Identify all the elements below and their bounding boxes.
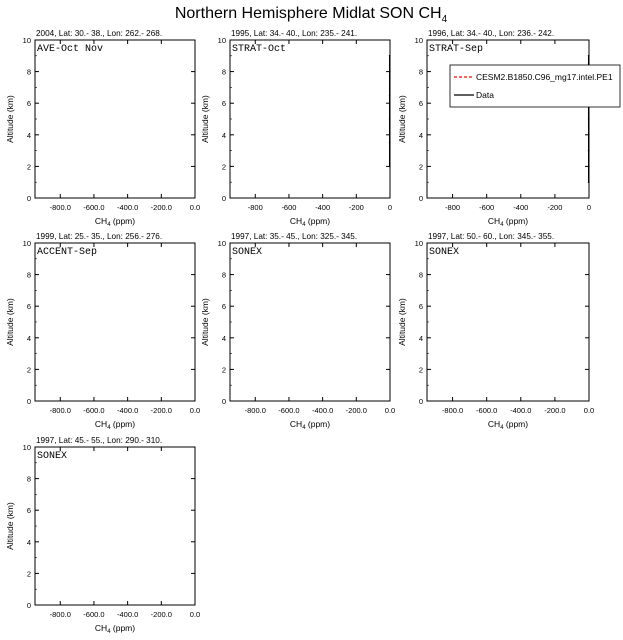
panel-header: 2004, Lat: 30.- 38., Lon: 262.- 268. — [36, 29, 163, 38]
x-tick-label: -600 — [479, 203, 495, 212]
y-axis-label: Altitude (km) — [5, 502, 15, 550]
y-tick-label: 2 — [418, 162, 423, 172]
data-point — [389, 71, 391, 73]
y-tick-label: 6 — [418, 99, 423, 109]
x-tick-label: -400 — [315, 203, 331, 212]
y-axis-label: Altitude (km) — [5, 95, 15, 143]
x-tick-label: 0.0 — [583, 406, 595, 415]
y-axis-label: Altitude (km) — [200, 95, 210, 143]
x-tick-label: 0 — [387, 203, 393, 212]
y-tick-label: 2 — [26, 162, 31, 172]
y-tick-label: 8 — [26, 67, 31, 77]
legend — [450, 65, 620, 107]
y-tick-label: 0 — [221, 194, 226, 203]
panel-header: 1997, Lat: 45.- 55., Lon: 290.- 310. — [36, 436, 163, 445]
y-tick-label: 4 — [221, 130, 226, 140]
y-tick-label: 2 — [418, 365, 423, 375]
data-point — [588, 150, 590, 152]
panel-4 — [5, 232, 200, 431]
y-tick-label: 2 — [221, 162, 226, 172]
x-axis-label: $CH_4$ (ppm) — [94, 623, 136, 635]
data-point — [389, 142, 391, 144]
y-axis-label: Altitude (km) — [200, 298, 210, 346]
x-tick-label: 0.0 — [384, 406, 396, 415]
plot-frame — [427, 40, 589, 198]
y-tick-label: 8 — [418, 67, 423, 77]
y-tick-label: 10 — [22, 443, 31, 452]
panel-header: 1997, Lat: 35.- 45., Lon: 325.- 345. — [231, 232, 358, 241]
x-tick-label: -600.0 — [476, 406, 498, 415]
y-tick-label: 8 — [418, 270, 423, 280]
y-tick-label: 6 — [221, 99, 226, 109]
x-axis-label: $CH_4$ (ppm) — [289, 216, 331, 228]
y-axis-label: Altitude (km) — [397, 95, 407, 143]
data-point — [588, 63, 590, 65]
y-tick-label: 4 — [26, 537, 31, 547]
x-tick-label: 0 — [586, 203, 592, 212]
x-axis-label: $CH_4$ (ppm) — [289, 419, 331, 431]
x-tick-label: -200 — [547, 203, 563, 212]
y-tick-label: 10 — [217, 239, 226, 248]
figure-title: Northern Hemisphere Midlat SON $CH_4$ — [174, 5, 448, 25]
data-point — [389, 166, 391, 168]
x-tick-label: 0.0 — [189, 610, 201, 619]
x-tick-label: -600.0 — [83, 203, 105, 212]
x-tick-label: -400.0 — [116, 406, 139, 415]
y-tick-label: 0 — [221, 397, 226, 406]
panel-7 — [5, 436, 200, 635]
panel-6 — [397, 232, 594, 431]
x-tick-label: -200 — [348, 203, 364, 212]
x-tick-label: -800.0 — [441, 406, 464, 415]
x-tick-label: -800.0 — [49, 406, 71, 415]
data-point — [389, 118, 391, 120]
y-tick-label: 4 — [221, 333, 226, 343]
campaign-label: SONEX — [429, 247, 460, 258]
y-tick-label: 0 — [418, 397, 423, 406]
x-tick-label: -400 — [513, 203, 529, 212]
x-tick-label: -800.0 — [49, 610, 71, 619]
x-axis-label: $CH_4$ (ppm) — [487, 216, 529, 228]
x-tick-label: -400.0 — [311, 406, 334, 415]
y-tick-label: 10 — [414, 239, 423, 248]
y-tick-label: 0 — [418, 194, 423, 203]
campaign-label: STRAT-Oct — [232, 44, 287, 55]
y-tick-label: 10 — [414, 36, 423, 45]
panel-header: 1995, Lat: 34.- 40., Lon: 235.- 241. — [231, 29, 358, 38]
data-point — [588, 55, 590, 57]
y-tick-label: 0 — [26, 397, 31, 406]
plot-frame — [35, 243, 195, 401]
plot-frame — [427, 243, 589, 401]
campaign-label: SONEX — [37, 451, 68, 462]
y-tick-label: 2 — [26, 365, 31, 375]
panel-5 — [200, 232, 395, 431]
campaign-label: SONEX — [232, 247, 263, 258]
plot-frame — [230, 243, 390, 401]
y-tick-label: 8 — [26, 270, 31, 280]
x-tick-label: -200.0 — [544, 406, 566, 415]
y-tick-label: 6 — [26, 99, 31, 109]
legend-label: CESM2.B1850.C96_mg17.intel.PE1 — [476, 72, 613, 82]
data-point — [389, 94, 391, 96]
x-tick-label: -200.0 — [150, 406, 172, 415]
chart-panels — [5, 29, 594, 635]
x-tick-label: -200.0 — [150, 610, 172, 619]
y-tick-label: 6 — [26, 506, 31, 516]
y-tick-label: 4 — [26, 333, 31, 343]
y-tick-label: 10 — [22, 36, 31, 45]
y-tick-label: 8 — [26, 474, 31, 484]
y-tick-label: 6 — [26, 302, 31, 312]
x-axis-label: $CH_4$ (ppm) — [94, 419, 136, 431]
campaign-label: ACCENT-Sep — [37, 247, 98, 258]
y-tick-label: 6 — [418, 302, 423, 312]
data-point — [588, 118, 590, 120]
y-tick-label: 4 — [26, 130, 31, 140]
y-tick-label: 0 — [26, 194, 31, 203]
plot-frame — [230, 40, 390, 198]
plot-frame — [35, 447, 195, 605]
panel-2 — [200, 29, 392, 228]
x-axis-label: $CH_4$ (ppm) — [487, 419, 529, 431]
y-tick-label: 0 — [26, 601, 31, 610]
y-tick-label: 4 — [418, 130, 423, 140]
x-axis-label: $CH_4$ (ppm) — [94, 216, 136, 228]
legend-label: Data — [476, 90, 494, 100]
x-tick-label: -800.0 — [244, 406, 266, 415]
x-tick-label: -400.0 — [116, 610, 139, 619]
panel-header: 1999, Lat: 25.- 35., Lon: 256.- 276. — [36, 232, 163, 241]
x-tick-label: -800 — [445, 203, 461, 212]
x-tick-label: -400.0 — [116, 203, 139, 212]
y-axis-label: Altitude (km) — [5, 298, 15, 346]
y-tick-label: 8 — [221, 270, 226, 280]
x-tick-label: -200.0 — [345, 406, 367, 415]
y-tick-label: 8 — [221, 67, 226, 77]
panel-3 — [397, 29, 591, 228]
y-tick-label: 2 — [26, 569, 31, 579]
y-tick-label: 10 — [217, 36, 226, 45]
x-tick-label: -600.0 — [83, 610, 105, 619]
plot-frame — [35, 40, 195, 198]
x-tick-label: -800.0 — [49, 203, 71, 212]
x-tick-label: -600.0 — [278, 406, 300, 415]
panel-header: 1997, Lat: 50.- 60., Lon: 345.- 355. — [428, 232, 555, 241]
panel-1 — [5, 29, 200, 228]
campaign-label: AVE-Oct Nov — [37, 44, 104, 55]
y-tick-label: 10 — [22, 239, 31, 248]
y-axis-label: Altitude (km) — [397, 298, 407, 346]
panel-header: 1996, Lat: 34.- 40., Lon: 236.- 242. — [428, 29, 555, 38]
x-tick-label: -200.0 — [150, 203, 172, 212]
x-tick-label: -800 — [247, 203, 263, 212]
x-tick-label: -400.0 — [510, 406, 532, 415]
y-tick-label: 6 — [221, 302, 226, 312]
data-point — [389, 55, 391, 57]
y-tick-label: 2 — [221, 365, 226, 375]
x-tick-label: 0.0 — [189, 203, 201, 212]
y-tick-label: 4 — [418, 333, 423, 343]
campaign-label: STRAT-Sep — [429, 44, 484, 55]
data-point — [588, 181, 590, 183]
x-tick-label: -600 — [281, 203, 297, 212]
x-tick-label: 0.0 — [189, 406, 201, 415]
x-tick-label: -600.0 — [83, 406, 105, 415]
